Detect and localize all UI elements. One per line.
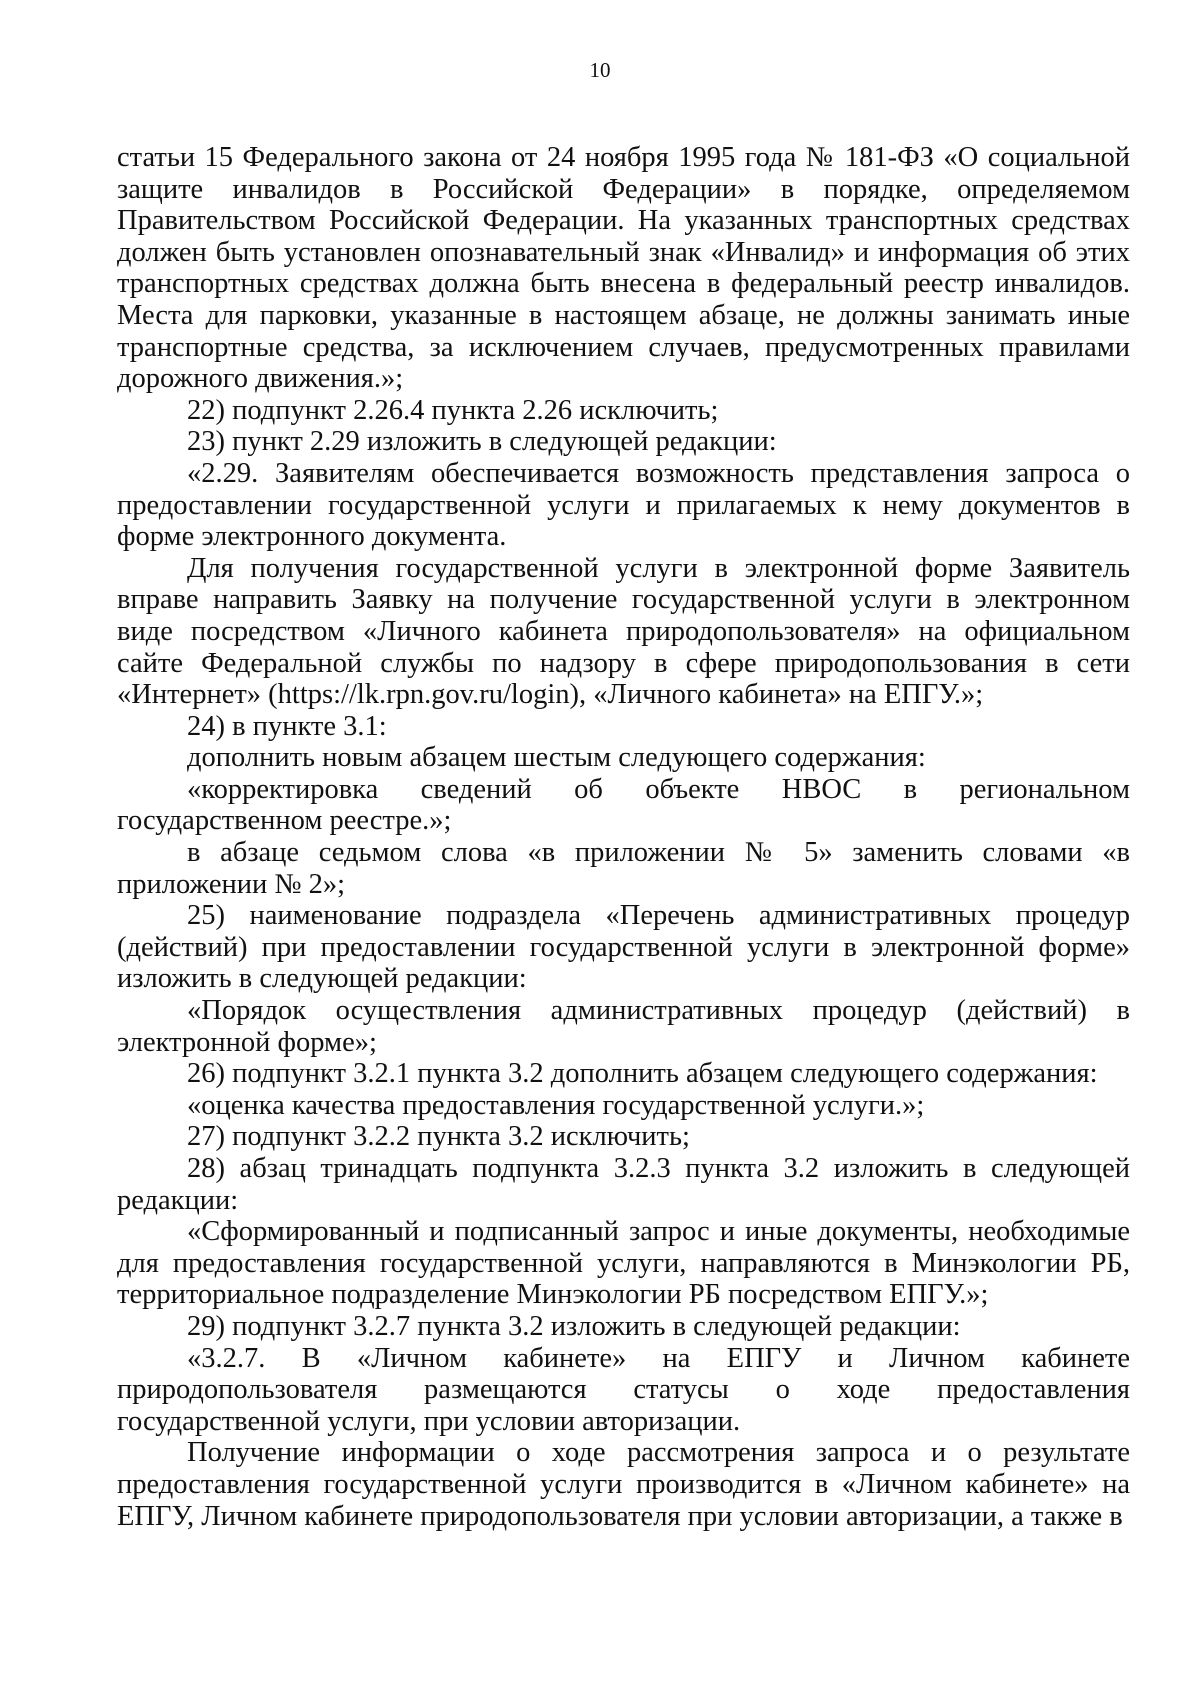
paragraph: «Порядок осуществления административных процедур (действий) в электронной форме»; <box>117 995 1130 1058</box>
paragraph: «оценка качества предоставления государственной услуги.»; <box>187 1089 925 1121</box>
paragraph: 25) наименование подраздела «Перечень административных процедур (действий) при предоставлении государственной услуги в электронной форме» изложить в следующей редакции: <box>117 900 1130 995</box>
paragraph: 24) в пункте 3.1: <box>187 710 387 742</box>
paragraph: 27) подпункт 3.2.2 пункта 3.2 исключить; <box>187 1121 690 1153</box>
paragraph: в абзаце седьмом слова «в приложении № 5» заменить словами «в приложении № 2»; <box>117 837 1130 900</box>
paragraph: Для получения государственной услуги в электронной форме Заявитель вправе направить Заявку на получение государственной услуги в электронном виде посредством «Личного кабинета природопользователя» на официальном сайте Федеральной службы по надзору в сфере природопользования в сети «Интернет» (https://lk.rpn.gov.ru/login), «Личного кабинета» на ЕПГУ.»; <box>117 552 1130 711</box>
paragraph: «2.29. Заявителям обеспечивается возможность представления запроса о предоставлении государственной услуги и прилагаемых к нему документов в форме электронного документа. <box>117 457 1130 553</box>
document-body <box>117 142 1130 1532</box>
paragraph: «корректировка сведений об объекте НВОС в региональном государственном реестре.»; <box>117 773 1130 837</box>
paragraph: статьи 15 Федерального закона от 24 ноября 1995 года № 181-ФЗ «О социальной защите инвалидов в Российской Федерации» в порядке, определяемом Правительством Российской Федерации. На указанных транспортных средствах должен быть установлен опознавательный знак «Инвалид» и информация об этих транспортных средствах должна быть внесена в федеральный реестр инвалидов. Места для парковки, указанные в настоящем абзаце, не должны занимать иные транспортные средства, за исключением случаев, предусмотренных правилами дорожного движения.»; <box>117 142 1130 395</box>
page-number: 10 <box>589 58 611 82</box>
paragraph: Получение информации о ходе рассмотрения запроса и о результате предоставления государственной услуги производится в «Личном кабинете» на ЕПГУ, Личном кабинете природопользователя при условии авторизации, а также в <box>117 1437 1130 1532</box>
paragraph: 28) абзац тринадцать подпункта 3.2.3 пункта 3.2 изложить в следующей редакции: <box>117 1153 1130 1216</box>
paragraph: дополнить новым абзацем шестым следующего содержания: <box>187 742 926 774</box>
paragraph: 26) подпункт 3.2.1 пункта 3.2 дополнить абзацем следующего содержания: <box>187 1058 1098 1090</box>
paragraph: 29) подпункт 3.2.7 пункта 3.2 изложить в следующей редакции: <box>187 1310 961 1342</box>
paragraph: 22) подпункт 2.26.4 пункта 2.26 исключить; <box>187 394 719 426</box>
paragraph: 23) пункт 2.29 изложить в следующей редакции: <box>187 426 777 458</box>
paragraph: «3.2.7. В «Личном кабинете» на ЕПГУ и Личном кабинете природопользователя размещаются статусы о ходе предоставления государственной услуги, при условии авторизации. <box>117 1342 1130 1437</box>
paragraph: «Сформированный и подписанный запрос и иные документы, необходимые для предоставления государственной услуги, направляются в Минэкологии РБ, территориальное подразделение Минэкологии РБ посредством ЕПГУ.»; <box>117 1216 1130 1311</box>
